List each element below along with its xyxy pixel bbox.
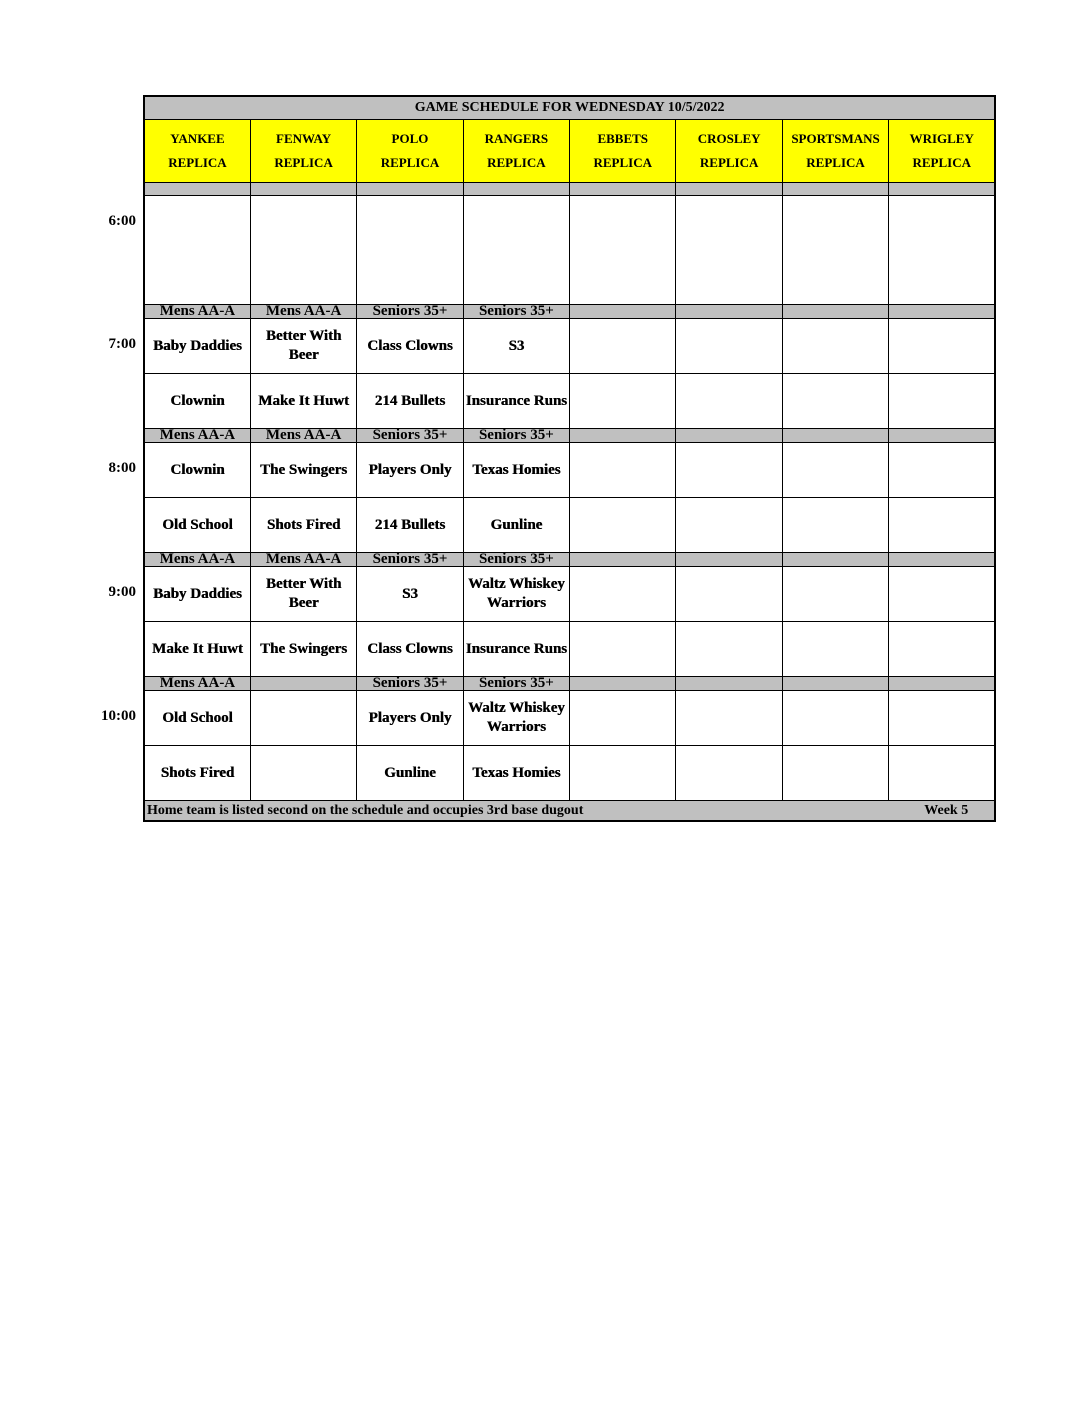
field-subtitle: REPLICA <box>487 155 546 170</box>
time-label: 6:00 <box>108 212 136 229</box>
away-team: Players Only <box>357 691 463 746</box>
empty-game-cell <box>889 196 996 305</box>
division-label <box>889 429 996 443</box>
footer-row <box>144 801 995 822</box>
division-label <box>889 677 996 691</box>
home-team <box>676 374 782 429</box>
home-team <box>570 374 676 429</box>
away-team: Waltz Whiskey Warriors <box>463 567 569 622</box>
week-label: Week 5 <box>924 802 969 818</box>
division-label <box>570 553 676 567</box>
field-header <box>676 120 782 183</box>
home-team <box>889 746 996 801</box>
home-team <box>676 622 782 677</box>
division-label: Mens AA-A <box>250 553 356 567</box>
field-subtitle: REPLICA <box>593 155 653 170</box>
field-name: POLO <box>391 131 429 146</box>
field-header <box>144 120 250 183</box>
division-label <box>889 305 996 319</box>
time-label: 9:00 <box>108 584 136 600</box>
away-team <box>889 319 996 374</box>
division-label <box>570 677 676 691</box>
field-header <box>570 120 676 183</box>
empty-game-cell <box>463 196 569 305</box>
field-name: EBBETS <box>597 131 649 146</box>
home-team <box>889 374 996 429</box>
division-label: Mens AA-A <box>144 429 250 443</box>
divider-cell <box>250 183 356 196</box>
home-team-row <box>144 374 995 429</box>
home-team: 214 Bullets <box>357 374 463 429</box>
away-team <box>782 319 888 374</box>
divider-cell <box>676 183 782 196</box>
division-row <box>144 429 995 443</box>
away-team <box>570 691 676 746</box>
slot-6-00-row <box>144 196 995 305</box>
away-team: Baby Daddies <box>144 567 250 622</box>
empty-game-cell <box>357 196 463 305</box>
away-team: S3 <box>463 319 569 374</box>
division-label: Seniors 35+ <box>463 553 569 567</box>
schedule-title: GAME SCHEDULE FOR WEDNESDAY 10/5/2022 <box>144 96 995 120</box>
footer-note: Home team is listed second on the schedule and occupies 3rd base dugout <box>147 802 584 818</box>
empty-game-cell <box>144 196 250 305</box>
division-label <box>676 553 782 567</box>
field-header <box>463 120 569 183</box>
divider-cell <box>144 183 250 196</box>
home-team <box>570 746 676 801</box>
field-subtitle: REPLICA <box>806 155 865 170</box>
field-name: RANGERS <box>484 131 549 146</box>
away-team: Better With Beer <box>250 319 356 374</box>
away-team <box>782 443 888 498</box>
division-label <box>676 429 782 443</box>
home-team <box>889 622 996 677</box>
home-team <box>782 498 888 553</box>
home-team: Gunline <box>463 498 569 553</box>
empty-game-cell <box>570 196 676 305</box>
division-label <box>889 553 996 567</box>
home-team: Shots Fired <box>250 498 356 553</box>
division-row <box>144 305 995 319</box>
away-team <box>676 567 782 622</box>
division-label: Mens AA-A <box>250 305 356 319</box>
home-team <box>570 498 676 553</box>
away-team-row <box>144 319 995 374</box>
field-name: SPORTSMANS <box>791 131 880 146</box>
away-team: Clownin <box>144 443 250 498</box>
away-team: S3 <box>357 567 463 622</box>
division-label: Seniors 35+ <box>357 677 463 691</box>
away-team <box>889 691 996 746</box>
away-team <box>250 691 356 746</box>
schedule-table <box>143 95 996 822</box>
field-name: YANKEE <box>170 131 225 146</box>
division-label: Seniors 35+ <box>357 305 463 319</box>
away-team: The Swingers <box>250 443 356 498</box>
division-label: Seniors 35+ <box>463 677 569 691</box>
division-label: Mens AA-A <box>250 429 356 443</box>
home-team <box>782 374 888 429</box>
away-team <box>676 319 782 374</box>
field-header <box>782 120 888 183</box>
away-team <box>676 443 782 498</box>
divider-cell <box>889 183 996 196</box>
divider-cell <box>570 183 676 196</box>
division-label: Seniors 35+ <box>463 429 569 443</box>
divider-cell <box>782 183 888 196</box>
home-team <box>676 746 782 801</box>
home-team: Insurance Runs <box>463 622 569 677</box>
home-team: Shots Fired <box>144 746 250 801</box>
time-label: 7:00 <box>108 336 136 352</box>
field-subtitle: REPLICA <box>912 155 971 170</box>
division-label <box>250 677 356 691</box>
division-row <box>144 677 995 691</box>
division-label: Mens AA-A <box>144 305 250 319</box>
divider-cell <box>463 183 569 196</box>
home-team-row <box>144 498 995 553</box>
home-team: Gunline <box>357 746 463 801</box>
field-subtitle: REPLICA <box>699 155 759 170</box>
home-team: Make It Huwt <box>144 622 250 677</box>
field-subtitle: REPLICA <box>168 155 227 170</box>
away-team-row <box>144 567 995 622</box>
division-label: Mens AA-A <box>144 553 250 567</box>
empty-game-cell <box>676 196 782 305</box>
home-team <box>889 498 996 553</box>
home-team: Clownin <box>144 374 250 429</box>
home-team <box>782 622 888 677</box>
division-label: Seniors 35+ <box>357 553 463 567</box>
home-team: Old School <box>144 498 250 553</box>
division-label: Mens AA-A <box>144 677 250 691</box>
division-label <box>782 677 888 691</box>
away-team-row <box>144 691 995 746</box>
away-team: Waltz Whiskey Warriors <box>463 691 569 746</box>
divider-cell <box>357 183 463 196</box>
home-team: Make It Huwt <box>250 374 356 429</box>
home-team: The Swingers <box>250 622 356 677</box>
field-header <box>250 120 356 183</box>
time-label: 8:00 <box>108 460 136 476</box>
empty-game-cell <box>782 196 888 305</box>
away-team: Players Only <box>357 443 463 498</box>
away-team <box>570 319 676 374</box>
field-name: FENWAY <box>276 131 332 146</box>
home-team-row <box>144 622 995 677</box>
away-team: Old School <box>144 691 250 746</box>
away-team <box>570 567 676 622</box>
away-team: Better With Beer <box>250 567 356 622</box>
field-subtitle: REPLICA <box>380 155 440 170</box>
field-header <box>889 120 996 183</box>
away-team: Baby Daddies <box>144 319 250 374</box>
field-header <box>357 120 463 183</box>
away-team <box>782 567 888 622</box>
home-team <box>782 746 888 801</box>
away-team: Class Clowns <box>357 319 463 374</box>
home-team <box>570 622 676 677</box>
division-label: Seniors 35+ <box>463 305 569 319</box>
away-team <box>570 443 676 498</box>
division-label <box>570 305 676 319</box>
away-team: Texas Homies <box>463 443 569 498</box>
time-label: 10:00 <box>101 708 136 724</box>
title-row <box>144 96 995 120</box>
division-label <box>570 429 676 443</box>
away-team-row <box>144 443 995 498</box>
division-label <box>782 553 888 567</box>
field-name: CROSLEY <box>697 131 761 146</box>
home-team: Texas Homies <box>463 746 569 801</box>
empty-game-cell <box>250 196 356 305</box>
away-team <box>889 443 996 498</box>
division-label <box>782 429 888 443</box>
home-team-row <box>144 746 995 801</box>
field-subtitle: REPLICA <box>274 155 333 170</box>
home-team <box>676 498 782 553</box>
header-divider-row <box>144 183 995 196</box>
home-team <box>250 746 356 801</box>
home-team: 214 Bullets <box>357 498 463 553</box>
division-label <box>782 305 888 319</box>
field-header-row <box>144 120 995 183</box>
field-name: WRIGLEY <box>909 131 974 146</box>
away-team <box>889 567 996 622</box>
division-label <box>676 677 782 691</box>
division-label <box>676 305 782 319</box>
division-row <box>144 553 995 567</box>
home-team: Insurance Runs <box>463 374 569 429</box>
home-team: Class Clowns <box>357 622 463 677</box>
away-team <box>676 691 782 746</box>
footer-cell <box>144 801 995 822</box>
division-label: Seniors 35+ <box>357 429 463 443</box>
away-team <box>782 691 888 746</box>
